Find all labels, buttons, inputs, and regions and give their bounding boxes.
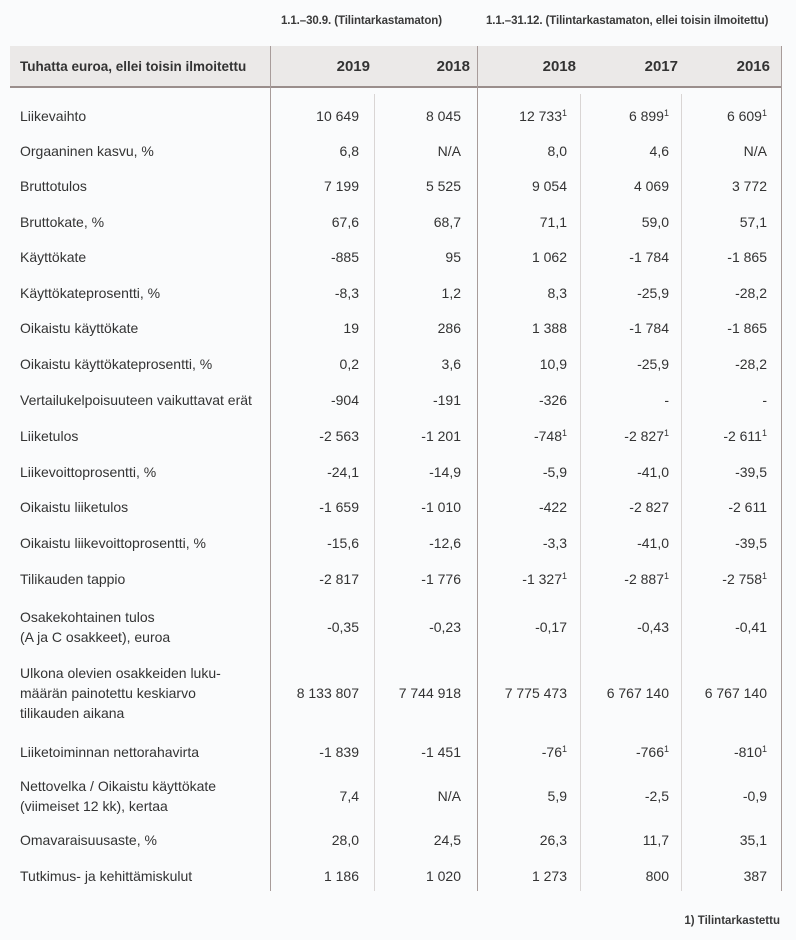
row-label: Oikaistu käyttökateprosentti, % bbox=[20, 356, 213, 372]
table-cell: - bbox=[664, 392, 669, 408]
table-cell: 35,1 bbox=[739, 832, 767, 848]
footnote-marker: 1 bbox=[761, 428, 767, 438]
table-cell: 6 $609^1$ bbox=[726, 108, 767, 124]
row-label: Bruttokate, % bbox=[20, 214, 105, 230]
table-cell: -0,41 bbox=[735, 619, 767, 635]
table-cell: -0,9 bbox=[742, 788, 767, 804]
table-cell: 387 bbox=[743, 868, 767, 884]
footnote-marker: 1 bbox=[663, 108, 669, 118]
table-cell: 7 199 bbox=[323, 178, 359, 194]
header-year-2018-annual: 2018 bbox=[542, 58, 576, 75]
table-cell: -14,9 bbox=[429, 464, 461, 480]
row-label: Käyttökateprosentti, % bbox=[20, 285, 161, 301]
table-cell: 8 133 807 bbox=[296, 685, 359, 701]
table-cell: -5,9 bbox=[542, 464, 567, 480]
table-cell: 1 020 bbox=[425, 868, 461, 884]
table-cell: -1 451 bbox=[421, 744, 461, 760]
table-cell: 8 045 bbox=[425, 108, 461, 124]
table-cell: 57,1 bbox=[739, 214, 767, 230]
table-cell: -1 784 bbox=[629, 249, 669, 265]
header-year-2017-annual: 2017 bbox=[644, 58, 678, 75]
table-cell: $-810^1$ bbox=[733, 744, 767, 760]
footnote-marker: 1 bbox=[561, 744, 567, 754]
table-cell: -28,2 bbox=[735, 285, 767, 301]
table-cell: -24,1 bbox=[327, 464, 359, 480]
table-cell: 28,0 bbox=[331, 832, 359, 848]
column-divider bbox=[781, 46, 782, 891]
page-bottom bbox=[0, 940, 796, 947]
table-cell: 1 388 bbox=[531, 320, 567, 336]
header-year-2019-interim: 2019 bbox=[336, 58, 370, 75]
row-label: Oikaistu käyttökate bbox=[20, 320, 139, 336]
header-year-2018-interim: 2018 bbox=[436, 58, 470, 75]
table-cell: 19 bbox=[343, 320, 359, 336]
footnote-marker: 1 bbox=[761, 744, 767, 754]
row-label: Ulkona olevien osakkeiden luku- määrän painotettu keskiarvo tilikauden aikana bbox=[20, 665, 221, 721]
table-cell: -1 010 bbox=[421, 499, 461, 515]
row-label: Liiketulos bbox=[20, 428, 79, 444]
table-cell: 26,3 bbox=[539, 832, 567, 848]
table-cell: $-76^1$ bbox=[541, 744, 567, 760]
table-cell: -1 659 bbox=[319, 499, 359, 515]
row-label: Omavaraisuusaste, % bbox=[20, 832, 157, 848]
table-cell: -2 827 bbox=[629, 499, 669, 515]
table-cell: -0,43 bbox=[637, 619, 669, 635]
table-cell: -41,0 bbox=[637, 535, 669, 551]
row-label: Oikaistu liiketulos bbox=[20, 499, 129, 515]
table-cell: 12 $733^1$ bbox=[519, 108, 567, 124]
header-year-2016-annual: 2016 bbox=[736, 58, 770, 75]
table-cell: $-766^1$ bbox=[635, 744, 669, 760]
table-cell: 8,3 bbox=[547, 285, 567, 301]
table-cell: -1 201 bbox=[421, 428, 461, 444]
table-cell: 1 273 bbox=[531, 868, 567, 884]
table-cell: 68,7 bbox=[433, 214, 461, 230]
table-cell: 286 bbox=[437, 320, 461, 336]
period-label-interim: 1.1.–30.9. (Tilintarkastamaton) bbox=[281, 15, 442, 27]
table-cell: 1,2 bbox=[441, 285, 461, 301]
table-cell: -39,5 bbox=[735, 535, 767, 551]
table-cell: -2 $827^1$ bbox=[624, 428, 669, 444]
table-cell: 1 062 bbox=[531, 249, 567, 265]
table-cell: 6 767 140 bbox=[606, 685, 669, 701]
footnote-marker: 1 bbox=[761, 108, 767, 118]
table-cell: -326 bbox=[538, 392, 567, 408]
table-cell: -1 865 bbox=[727, 249, 767, 265]
table-cell: 67,6 bbox=[331, 214, 359, 230]
footnote-marker: 1 bbox=[663, 744, 669, 754]
table-cell: 5 525 bbox=[425, 178, 461, 194]
table-cell: 3 772 bbox=[731, 178, 767, 194]
footnote-marker: 1 bbox=[561, 571, 567, 581]
table-cell: 6,8 bbox=[339, 143, 359, 159]
table-cell: 11,7 bbox=[642, 832, 669, 848]
table-cell: 9 054 bbox=[531, 178, 567, 194]
table-cell: -2 $611^1$ bbox=[723, 428, 767, 444]
table-cell: 4 069 bbox=[633, 178, 669, 194]
table-cell: -25,9 bbox=[637, 356, 669, 372]
table-cell: -422 bbox=[538, 499, 567, 515]
row-label: Nettovelka / Oikaistu käyttökate (viimeiset 12 kk), kertaa bbox=[20, 778, 217, 814]
table-cell: -2 563 bbox=[319, 428, 359, 444]
table-cell: 0,2 bbox=[339, 356, 359, 372]
table-cell: -39,5 bbox=[735, 464, 767, 480]
table-cell: -28,2 bbox=[735, 356, 767, 372]
table-cell: -2 611 bbox=[728, 499, 767, 515]
footnote-marker: 1 bbox=[663, 428, 669, 438]
table-cell: -904 bbox=[330, 392, 359, 408]
footnote-marker: 1 bbox=[663, 571, 669, 581]
period-label-annual: 1.1.–31.12. (Tilintarkastamaton, ellei toisin ilmoitettu) bbox=[486, 15, 769, 27]
footnote: 1) Tilintarkastettu bbox=[684, 915, 780, 927]
table-cell: 8,0 bbox=[547, 143, 567, 159]
row-label: Vertailukelpoisuuteen vaikuttavat erät bbox=[20, 392, 252, 408]
row-label: Käyttökate bbox=[20, 249, 87, 265]
row-label: Liiketoiminnan nettorahavirta bbox=[20, 744, 199, 760]
table-cell: 10,9 bbox=[539, 356, 567, 372]
header-unit-label: Tuhatta euroa, ellei toisin ilmoitettu bbox=[20, 59, 247, 74]
row-label: Bruttotulos bbox=[20, 178, 87, 194]
table-cell: 71,1 bbox=[539, 214, 567, 230]
table-header bbox=[10, 46, 781, 88]
table-cell: -2 $887^1$ bbox=[624, 571, 669, 587]
table-cell: -1 865 bbox=[727, 320, 767, 336]
table-cell: N/A bbox=[437, 788, 461, 804]
table-cell: -191 bbox=[432, 392, 461, 408]
table-cell: -12,6 bbox=[429, 535, 461, 551]
table-cell: 1 186 bbox=[323, 868, 359, 884]
table-cell: 59,0 bbox=[641, 214, 669, 230]
table-cell: -2 817 bbox=[319, 571, 359, 587]
table-cell: -2,5 bbox=[644, 788, 669, 804]
table-cell: 10 649 bbox=[316, 108, 359, 124]
table-cell: 7 775 473 bbox=[504, 685, 567, 701]
table-cell: 7,4 bbox=[339, 788, 359, 804]
table-cell: -1 776 bbox=[421, 571, 461, 587]
row-label: Oikaistu liikevoittoprosentti, % bbox=[20, 535, 206, 551]
row-label: Tutkimus- ja kehittämiskulut bbox=[20, 868, 193, 884]
table-cell: -15,6 bbox=[327, 535, 359, 551]
table-cell: 3,6 bbox=[441, 356, 461, 372]
footnote-marker: 1 bbox=[561, 428, 567, 438]
table-cell: $-748^1$ bbox=[533, 428, 567, 444]
table-cell: -0,35 bbox=[327, 619, 359, 635]
row-label: Osakekohtainen tulos (A ja C osakkeet), euroa bbox=[20, 609, 171, 645]
table-cell: -1 $327^1$ bbox=[522, 571, 567, 587]
table-cell: 24,5 bbox=[433, 832, 461, 848]
footnote-marker: 1 bbox=[561, 108, 567, 118]
table-cell: -885 bbox=[330, 249, 359, 265]
row-label: Liikevoittoprosentti, % bbox=[20, 464, 157, 480]
table-cell: -0,17 bbox=[535, 619, 567, 635]
table-cell: -2 $758^1$ bbox=[722, 571, 767, 587]
table-cell: N/A bbox=[437, 143, 461, 159]
table-cell: - bbox=[762, 392, 767, 408]
table-cell: 7 744 918 bbox=[398, 685, 461, 701]
table-cell: -1 839 bbox=[319, 744, 359, 760]
table-cell: 4,6 bbox=[649, 143, 669, 159]
table-cell: -3,3 bbox=[542, 535, 567, 551]
table-cell: -41,0 bbox=[637, 464, 669, 480]
table-cell: 5,9 bbox=[547, 788, 567, 804]
table-cell: -8,3 bbox=[334, 285, 359, 301]
table-cell: 6 767 140 bbox=[704, 685, 767, 701]
row-label: Tilikauden tappio bbox=[20, 571, 126, 587]
footnote-marker: 1 bbox=[761, 571, 767, 581]
table-cell: -1 784 bbox=[629, 320, 669, 336]
table-cell: 6 $899^1$ bbox=[628, 108, 669, 124]
table-cell: 95 bbox=[445, 249, 461, 265]
row-label: Orgaaninen kasvu, % bbox=[20, 143, 154, 159]
row-label: Liikevaihto bbox=[20, 108, 87, 124]
table-cell: -0,23 bbox=[429, 619, 461, 635]
table-cell: 800 bbox=[645, 868, 669, 884]
table-cell: N/A bbox=[743, 143, 767, 159]
table-cell: -25,9 bbox=[637, 285, 669, 301]
